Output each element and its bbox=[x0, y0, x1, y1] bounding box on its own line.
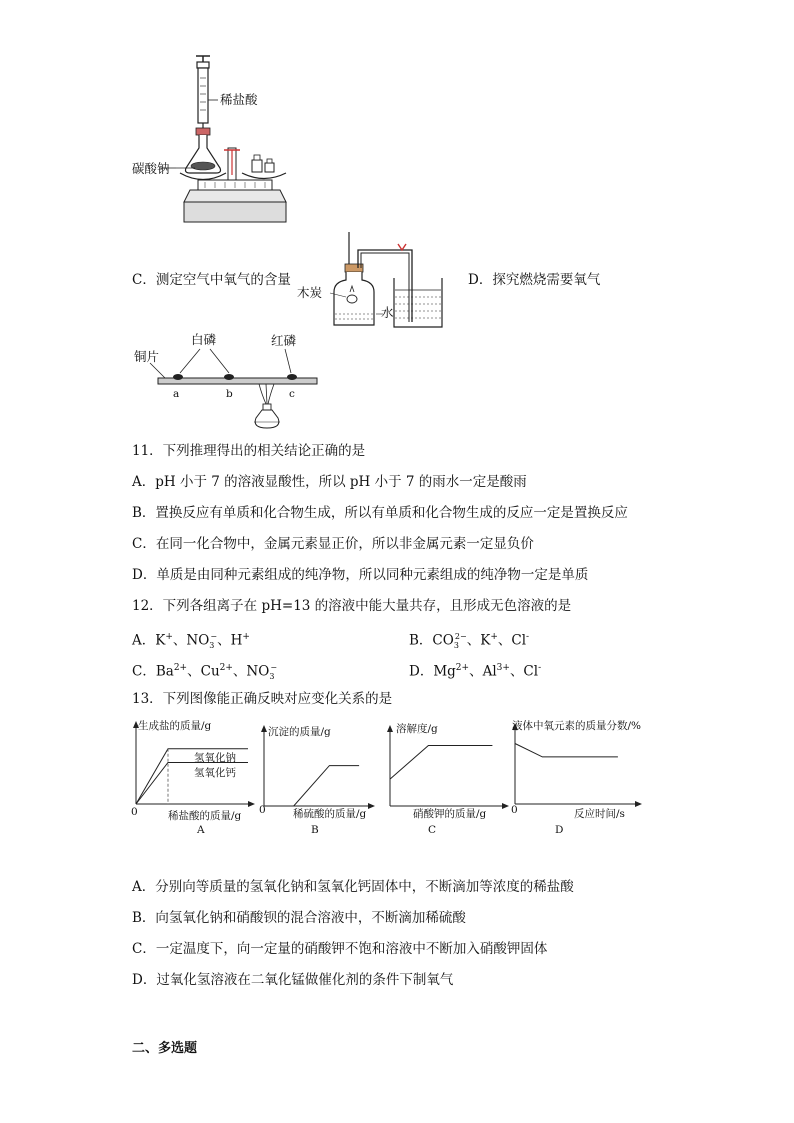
chart-a-ylabel: 生成盐的质量/g bbox=[138, 720, 212, 732]
q12-option-c: C．$Ba^{2+}$、$Cu^{2+}$、$NO_3^-$ bbox=[132, 663, 278, 682]
q11-option-d: D．单质是由同种元素组成的纯净物，所以同种元素组成的纯净物一定是单质 bbox=[132, 567, 589, 583]
chart-a-series-2-label: 氢氧化钙 bbox=[194, 767, 236, 779]
chart-c-xlabel: 硝酸钾的质量/g bbox=[413, 808, 487, 820]
acid-label: 稀盐酸 bbox=[220, 92, 258, 107]
q13-option-c: C．一定温度下，向一定量的硝酸钾不饱和溶液中不断加入硝酸钾固体 bbox=[132, 941, 548, 957]
q10-option-d: D．探究燃烧需要氧气 bbox=[468, 272, 601, 288]
q12-option-b-prefix: B． bbox=[409, 632, 433, 649]
q11-option-b: B．置换反应有单质和化合物生成，所以有单质和化合物生成的反应一定是置换反应 bbox=[132, 505, 628, 521]
chart-a-panel-letter: A bbox=[197, 824, 205, 836]
chart-b-panel-letter: B bbox=[311, 824, 319, 836]
q13-option-a: A．分别向等质量的氢氧化钠和氢氧化钙固体中，不断滴加等浓度的稀盐酸 bbox=[132, 879, 574, 895]
chart-b-origin: 0 bbox=[259, 804, 266, 816]
q12-option-a: A．K+、$NO_3^-$、H+ bbox=[132, 632, 250, 651]
chart-c-ylabel: 溶解度/g bbox=[396, 723, 438, 735]
chart-d-ylabel: 液体中氧元素的质量分数/% bbox=[512, 720, 642, 732]
chart-a-xlabel: 稀盐酸的质量/g bbox=[168, 810, 242, 822]
q12-option-d: D．$Mg^{2+}$、$Al^{3+}$、Cl- bbox=[409, 663, 542, 680]
chart-c-panel-letter: C bbox=[428, 824, 437, 836]
chart-a-series-1-label: 氢氧化钠 bbox=[194, 752, 236, 764]
q12-option-a-prefix: A． bbox=[132, 632, 156, 649]
sodium-carbonate-label: 碳酸钠 bbox=[132, 161, 170, 176]
q10-option-c: C．测定空气中氧气的含量 bbox=[132, 272, 291, 288]
chart-a-origin: 0 bbox=[131, 806, 138, 818]
x-axis-arrow bbox=[635, 801, 642, 807]
q12-option-c-prefix: C． bbox=[132, 663, 156, 680]
chart-b-ylabel: 沉淀的质量/g bbox=[268, 726, 331, 738]
q12-stem: 12．下列各组离子在 pH=13 的溶液中能大量共存，且形成无色溶液的是 bbox=[132, 598, 572, 614]
q11-stem: 11．下列推理得出的相关结论正确的是 bbox=[132, 443, 366, 459]
red-phosphorus-label: 红磷 bbox=[271, 333, 297, 348]
q12-option-d-prefix: D． bbox=[409, 663, 434, 680]
section-heading-multiple-choice: 二、多选题 bbox=[132, 1041, 198, 1056]
q12-option-b: B．$CO_3^{2-}$、K+、Cl- bbox=[409, 632, 530, 651]
q13-stem: 13．下列图像能正确反映对应变化关系的是 bbox=[132, 691, 393, 707]
point-c-label: c bbox=[289, 388, 295, 400]
point-a-label: a bbox=[173, 388, 180, 400]
series-line-1 bbox=[515, 744, 618, 757]
q13-option-d: D．过氧化氢溶液在二氧化锰做催化剂的条件下制氧气 bbox=[132, 972, 454, 988]
white-phosphorus-label: 白磷 bbox=[191, 332, 217, 347]
chart-d-xlabel: 反应时间/s bbox=[574, 808, 625, 820]
point-b-label: b bbox=[226, 388, 233, 400]
chart-b-xlabel: 稀硫酸的质量/g bbox=[293, 808, 367, 820]
q13-option-b: B．向氢氧化钠和硝酸钡的混合溶液中，不断滴加稀硫酸 bbox=[132, 910, 466, 926]
chart-d-origin: 0 bbox=[511, 804, 518, 816]
q11-option-c: C．在同一化合物中，金属元素显正价，所以非金属元素一定显负价 bbox=[132, 536, 534, 552]
charcoal-label: 木炭 bbox=[297, 285, 323, 300]
water-label: 水 bbox=[381, 305, 394, 320]
q11-option-a: A．pH 小于 7 的溶液显酸性，所以 pH 小于 7 的雨水一定是酸雨 bbox=[132, 474, 527, 490]
copper-plate-label: 铜片 bbox=[134, 349, 160, 364]
chart-d-panel-letter: D bbox=[555, 824, 564, 836]
